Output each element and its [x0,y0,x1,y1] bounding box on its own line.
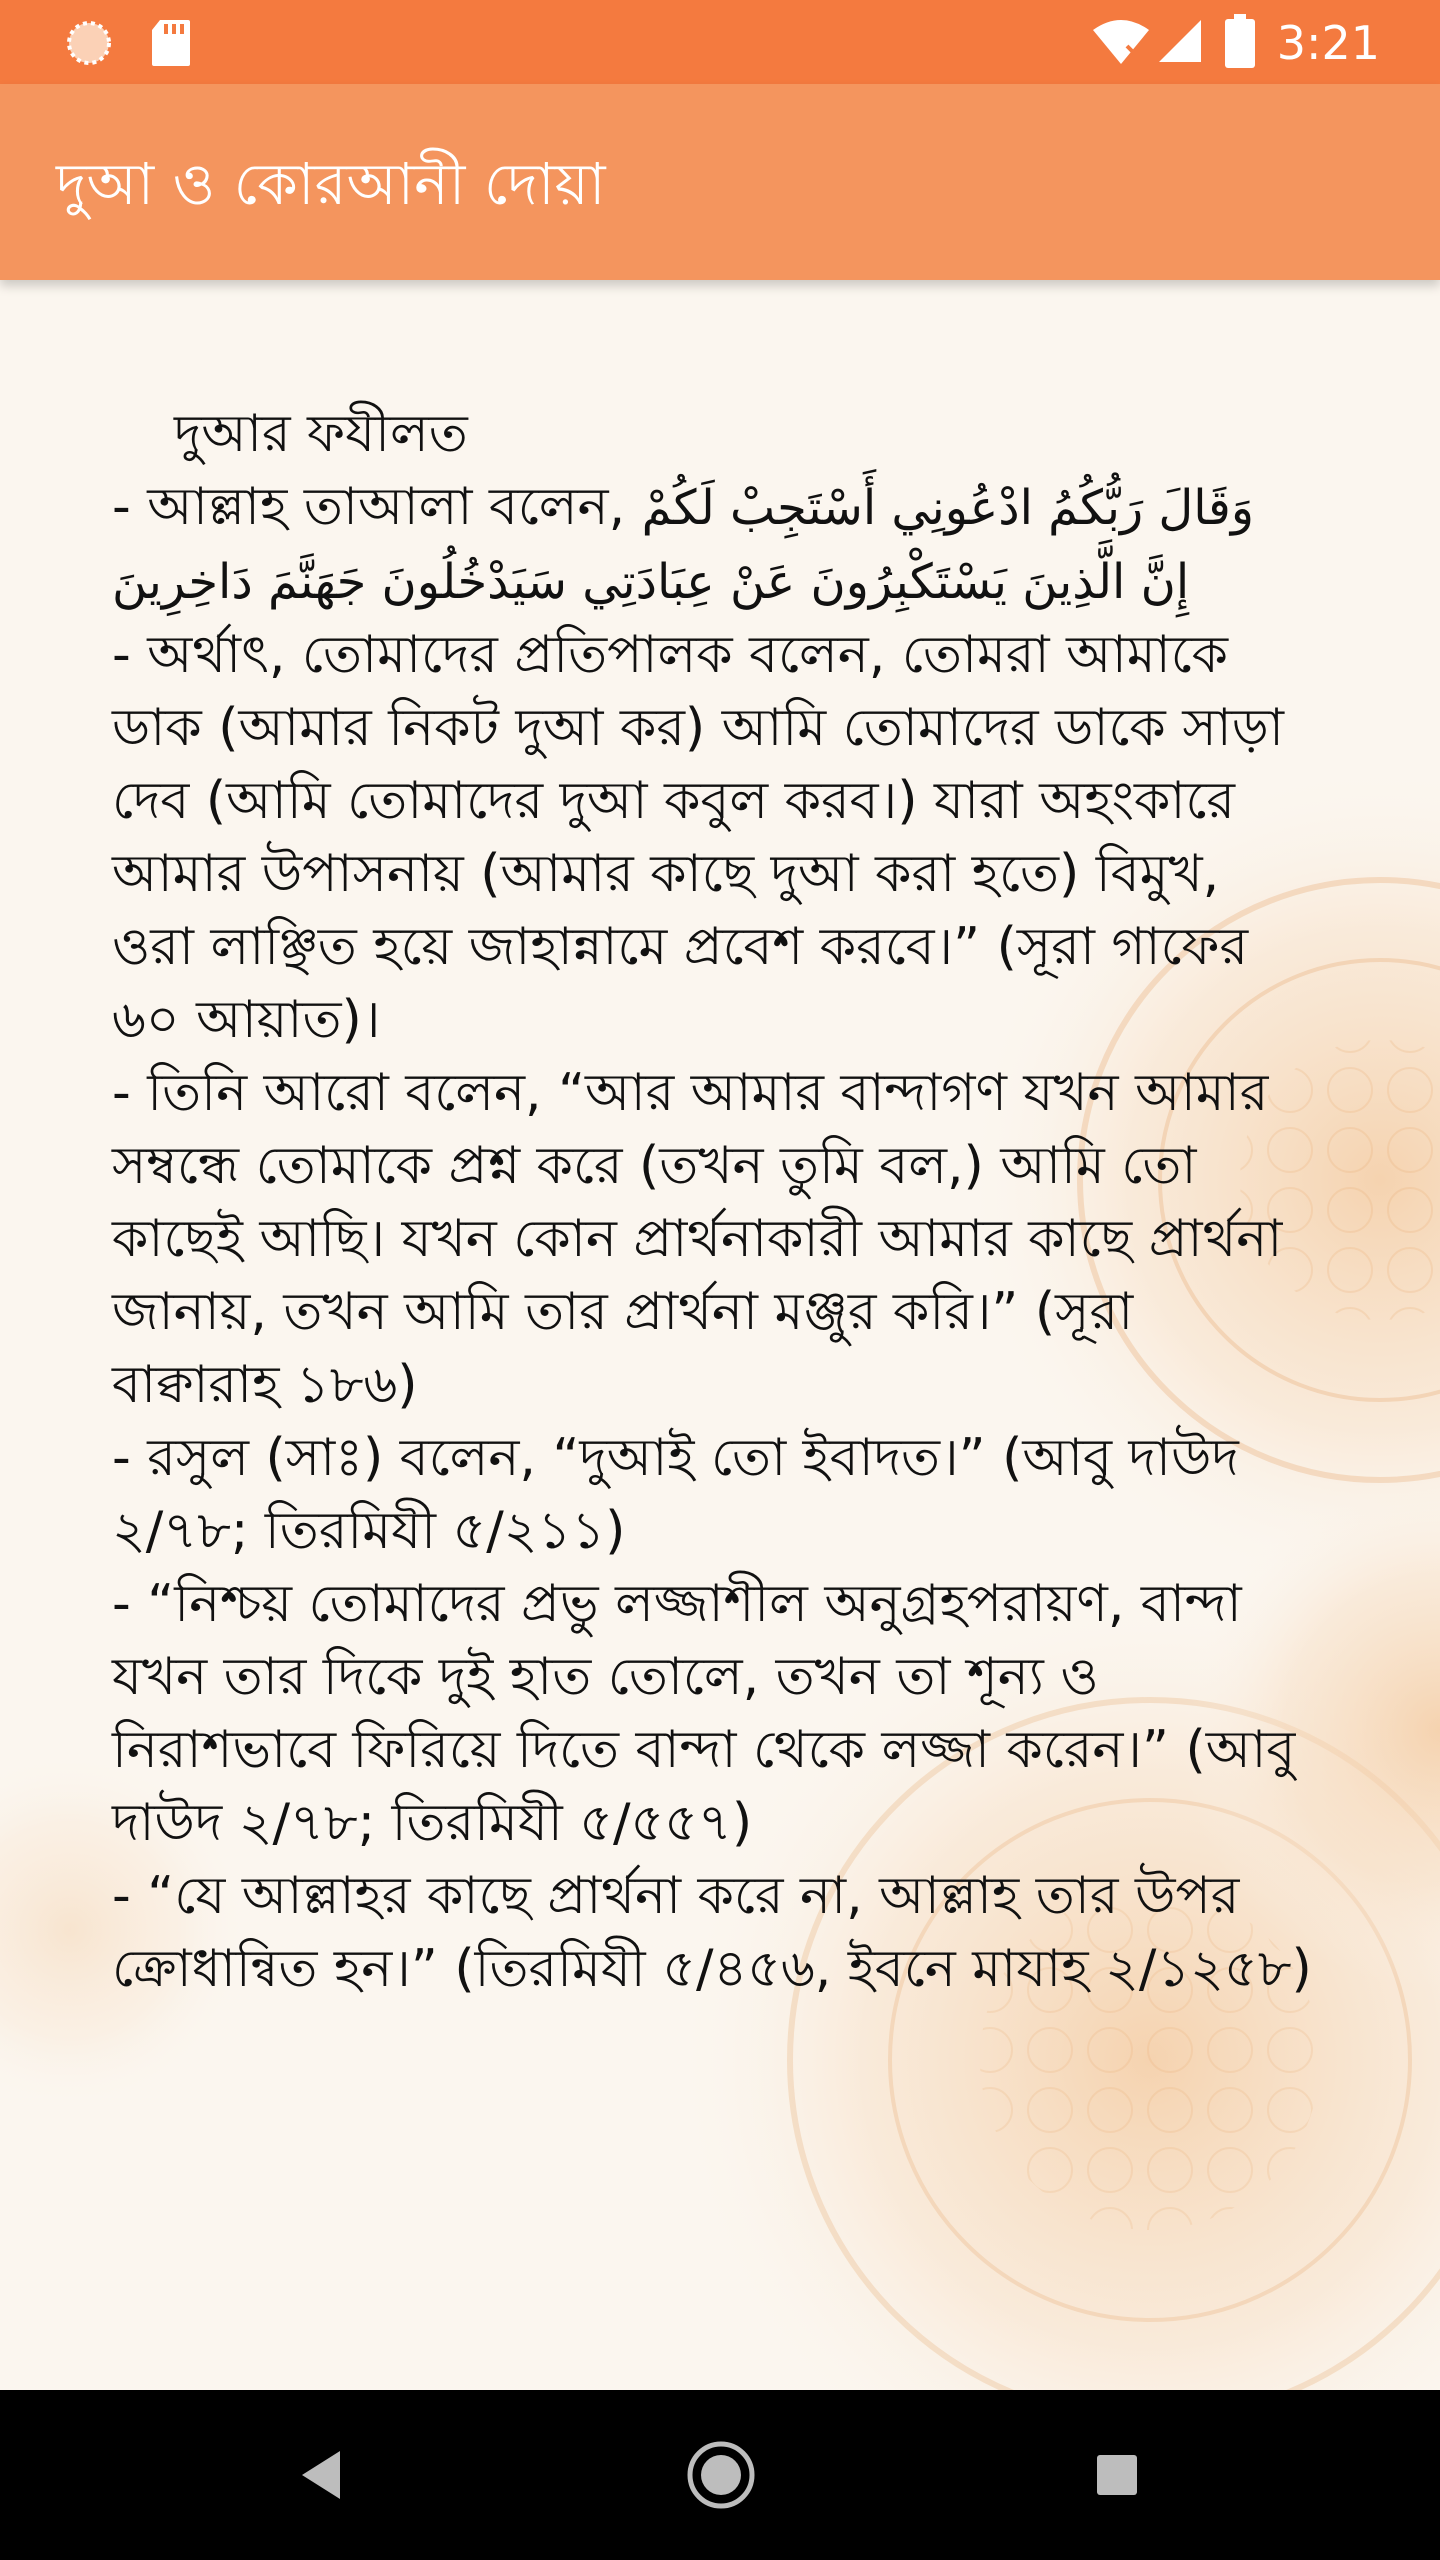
recents-icon [1095,2453,1139,2497]
sd-card-icon [150,18,192,72]
battery-icon [1225,14,1255,72]
home-icon [686,2440,756,2510]
home-button[interactable] [676,2430,766,2520]
article-paragraph: - “নিশ্চয় তোমাদের প্রভু লজ্জাশীল অনুগ্রহপরায়ণ, বান্দা যখন তার দিকে দুই হাত তোলে, তখন তা শূন্য ও নিরাশভাবে ফিরিয়ে দিতে বান্দা থেকে লজ্জা করেন।” (আবু দাউদ ২/৭৮; তিরমিযী ৫/৫৫৭) [112,1574,1296,1853]
navigation-bar [0,2390,1440,2560]
recents-button[interactable] [1072,2430,1162,2520]
article-paragraph: - অর্থাৎ, তোমাদের প্রতিপালক বলেন, তোমরা আমাকে ডাক (আমার নিকট দুআ কর) আমি তোমাদের ডাকে সাড়া দেব (আমি তোমাদের দুআ কবুল করব।) যারা অহংকারে আমার উপাসনায় (আমার কাছে দুআ করা হতে) বিমুখ, ওরা লাঞ্ছিত হয়ে জাহান্নামে প্রবেশ করবে।” (সূরা গাফের ৬০ আয়াত)। [112,625,1284,1050]
status-bar [0,0,1440,84]
quran-arabic: وَقَالَ رَبُّكُمُ ادْعُونِي أَسْتَجِبْ لَكُمْ إِنَّ الَّذِينَ يَسْتَكْبِرُونَ عَنْ عِبَادَتِي سَيَدْخُلُونَ جَهَنَّمَ دَاخِرِينَ [112,480,1255,610]
back-icon [296,2447,346,2503]
status-right-icons [1091,14,1380,72]
wifi-no-internet-icon [1091,16,1151,70]
article-heading: দুআর ফযীলত [174,404,468,464]
article-paragraph: - রসুল (সাঃ) বলেন, “দুআই তো ইবাদত।” (আবু দাউদ ২/৭৮; তিরমিযী ৫/২১১) [112,1428,1239,1561]
status-left-icons [64,18,192,72]
article [112,398,1312,2006]
article-paragraph: - তিনি আরো বলেন, “আর আমার বান্দাগণ যখন আমার সম্বন্ধে তোমাকে প্রশ্ন করে (তখন তুমি বল,) আমি তো কাছেই আছি। যখন কোন প্রার্থনাকারী আমার কাছে প্রার্থনা জানায়, তখন আমি তার প্রার্থনা মঞ্জুর করি।” (সূরা বাক্বারাহ ১৮৬) [112,1063,1283,1415]
status-time: 3:21 [1276,16,1380,70]
loading-circle-icon [64,18,114,72]
back-button[interactable] [276,2430,366,2520]
app-bar [0,84,1440,280]
cell-signal-icon [1155,16,1203,70]
article-paragraph: - “যে আল্লাহর কাছে প্রার্থনা করে না, আল্লাহ তার উপর ক্রোধান্বিত হন।” (তিরমিযী ৫/৪৫৬, ইবনে মাযাহ ২/১২৫৮) [112,1866,1312,1999]
quran-intro: - আল্লাহ তাআলা বলেন, [112,477,626,537]
content-area[interactable] [0,280,1440,2390]
quran-verse [112,471,1312,619]
app-title: দুআ ও কোরআনী দোয়া [56,150,606,218]
